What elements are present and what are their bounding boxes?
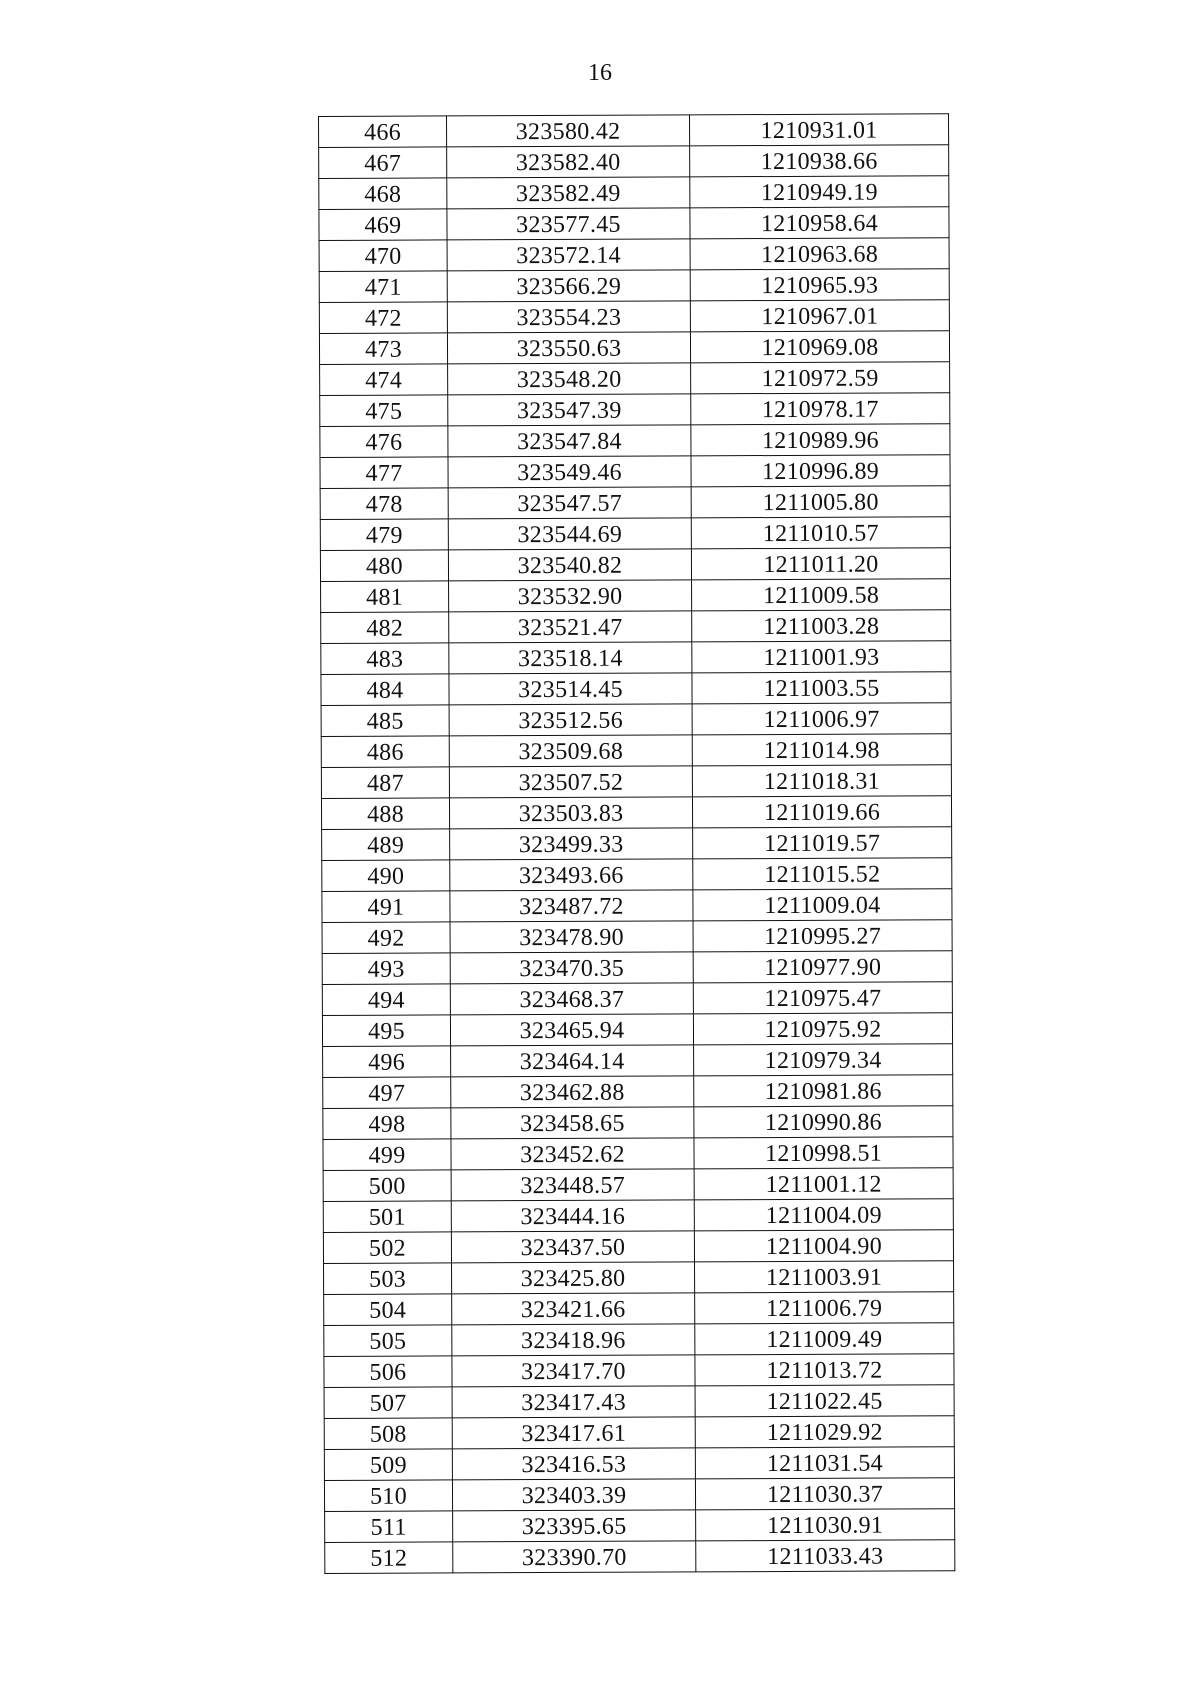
table-row (322, 889, 952, 923)
point-number-cell: 504 (324, 1294, 452, 1326)
point-number-cell: 492 (322, 922, 450, 954)
table-row (321, 672, 951, 706)
table-row (325, 1509, 955, 1543)
x-coordinate-cell: 323582.49 (447, 177, 690, 209)
point-number-cell: 466 (319, 116, 447, 148)
y-coordinate-cell: 1211003.55 (692, 672, 951, 704)
x-coordinate-cell: 323470.35 (450, 952, 693, 984)
y-coordinate-cell: 1211003.91 (695, 1261, 954, 1293)
x-coordinate-cell: 323448.57 (451, 1169, 694, 1201)
x-coordinate-cell: 323532.90 (449, 580, 692, 612)
table-row (324, 1292, 954, 1326)
y-coordinate-cell: 1211003.28 (692, 610, 951, 642)
x-coordinate-cell: 323493.66 (450, 859, 693, 891)
x-coordinate-cell: 323403.39 (452, 1479, 695, 1511)
table-row (322, 951, 952, 985)
y-coordinate-cell: 1211009.49 (695, 1323, 954, 1355)
x-coordinate-cell: 323499.33 (450, 828, 693, 860)
y-coordinate-cell: 1211010.57 (691, 517, 950, 549)
point-number-cell: 489 (322, 829, 450, 861)
point-number-cell: 501 (323, 1201, 451, 1233)
point-number-cell: 490 (322, 860, 450, 892)
point-number-cell: 507 (324, 1387, 452, 1419)
point-number-cell: 467 (319, 147, 447, 179)
x-coordinate-cell: 323417.61 (452, 1417, 695, 1449)
y-coordinate-cell: 1210990.86 (694, 1106, 953, 1138)
table-row (323, 1230, 953, 1264)
table-row (324, 1354, 954, 1388)
point-number-cell: 472 (319, 302, 447, 334)
table-row (324, 1323, 954, 1357)
table-row (321, 796, 951, 830)
y-coordinate-cell: 1211011.20 (691, 548, 950, 580)
y-coordinate-cell: 1211001.12 (694, 1168, 953, 1200)
y-coordinate-cell: 1210989.96 (691, 424, 950, 456)
x-coordinate-cell: 323540.82 (448, 549, 691, 581)
point-number-cell: 468 (319, 178, 447, 210)
y-coordinate-cell: 1211004.09 (694, 1199, 953, 1231)
point-number-cell: 477 (320, 457, 448, 489)
y-coordinate-cell: 1210965.93 (690, 269, 949, 301)
x-coordinate-cell: 323421.66 (452, 1293, 695, 1325)
point-number-cell: 484 (321, 674, 449, 706)
table-row (319, 238, 949, 272)
x-coordinate-cell: 323468.37 (450, 983, 693, 1015)
point-number-cell: 473 (319, 333, 447, 365)
point-number-cell: 486 (321, 736, 449, 768)
x-coordinate-cell: 323417.43 (452, 1386, 695, 1418)
point-number-cell: 488 (321, 798, 449, 830)
x-coordinate-cell: 323425.80 (452, 1262, 695, 1294)
point-number-cell: 478 (320, 488, 448, 520)
x-coordinate-cell: 323418.96 (452, 1324, 695, 1356)
table-row (320, 455, 950, 489)
table-row (324, 1385, 954, 1419)
y-coordinate-cell: 1211004.90 (694, 1230, 953, 1262)
y-coordinate-cell: 1210972.59 (691, 362, 950, 394)
table-row (320, 424, 950, 458)
point-number-cell: 480 (320, 550, 448, 582)
y-coordinate-cell: 1210998.51 (694, 1137, 953, 1169)
y-coordinate-cell: 1211015.52 (693, 858, 952, 890)
point-number-cell: 500 (323, 1170, 451, 1202)
y-coordinate-cell: 1211009.58 (692, 579, 951, 611)
point-number-cell: 474 (320, 364, 448, 396)
y-coordinate-cell: 1211013.72 (695, 1354, 954, 1386)
table-row (322, 920, 952, 954)
x-coordinate-cell: 323503.83 (449, 797, 692, 829)
coordinates-table-body (319, 114, 955, 1574)
point-number-cell: 469 (319, 209, 447, 241)
table-row (320, 393, 950, 427)
x-coordinate-cell: 323554.23 (447, 301, 690, 333)
y-coordinate-cell: 1210975.92 (693, 1013, 952, 1045)
table-row (319, 300, 949, 334)
y-coordinate-cell: 1210969.08 (690, 331, 949, 363)
x-coordinate-cell: 323487.72 (450, 890, 693, 922)
y-coordinate-cell: 1210931.01 (689, 114, 948, 146)
x-coordinate-cell: 323547.39 (448, 394, 691, 426)
x-coordinate-cell: 323514.45 (449, 673, 692, 705)
table-row (320, 486, 950, 520)
point-number-cell: 487 (321, 767, 449, 799)
table-row (319, 269, 949, 303)
x-coordinate-cell: 323390.70 (453, 1541, 696, 1573)
x-coordinate-cell: 323509.68 (449, 735, 692, 767)
y-coordinate-cell: 1210967.01 (690, 300, 949, 332)
point-number-cell: 509 (324, 1449, 452, 1481)
x-coordinate-cell: 323566.29 (447, 270, 690, 302)
x-coordinate-cell: 323547.84 (448, 425, 691, 457)
point-number-cell: 470 (319, 240, 447, 272)
x-coordinate-cell: 323507.52 (449, 766, 692, 798)
point-number-cell: 471 (319, 271, 447, 303)
y-coordinate-cell: 1211030.37 (695, 1478, 954, 1510)
table-row (320, 548, 950, 582)
table-row (323, 1044, 953, 1078)
y-coordinate-cell: 1211006.79 (695, 1292, 954, 1324)
table-row (321, 610, 951, 644)
y-coordinate-cell: 1210979.34 (694, 1044, 953, 1076)
point-number-cell: 497 (323, 1077, 451, 1109)
page-number: 16 (588, 60, 612, 86)
x-coordinate-cell: 323547.57 (448, 487, 691, 519)
y-coordinate-cell: 1211031.54 (695, 1447, 954, 1479)
table-row (323, 1199, 953, 1233)
table-row (323, 1137, 953, 1171)
y-coordinate-cell: 1211029.92 (695, 1416, 954, 1448)
x-coordinate-cell: 323521.47 (449, 611, 692, 643)
y-coordinate-cell: 1210977.90 (693, 951, 952, 983)
y-coordinate-cell: 1210981.86 (694, 1075, 953, 1107)
table-row (323, 1106, 953, 1140)
y-coordinate-cell: 1210996.89 (691, 455, 950, 487)
point-number-cell: 495 (322, 1015, 450, 1047)
table-row (319, 145, 949, 179)
y-coordinate-cell: 1211033.43 (696, 1540, 955, 1572)
y-coordinate-cell: 1211005.80 (691, 486, 950, 518)
table-row (324, 1478, 954, 1512)
table-row (322, 827, 952, 861)
x-coordinate-cell: 323478.90 (450, 921, 693, 953)
table-row (321, 579, 951, 613)
x-coordinate-cell: 323465.94 (450, 1014, 693, 1046)
y-coordinate-cell: 1211006.97 (692, 703, 951, 735)
x-coordinate-cell: 323416.53 (452, 1448, 695, 1480)
table-row (324, 1447, 954, 1481)
point-number-cell: 510 (324, 1480, 452, 1512)
table-row (325, 1540, 955, 1574)
x-coordinate-cell: 323580.42 (447, 115, 690, 147)
y-coordinate-cell: 1210975.47 (693, 982, 952, 1014)
table-row (323, 1075, 953, 1109)
table-row (319, 331, 949, 365)
point-number-cell: 482 (321, 612, 449, 644)
table-row (320, 517, 950, 551)
table-row (324, 1261, 954, 1295)
point-number-cell: 512 (325, 1542, 453, 1574)
coordinates-table (318, 113, 955, 1574)
point-number-cell: 506 (324, 1356, 452, 1388)
table-row (319, 176, 949, 210)
point-number-cell: 494 (322, 984, 450, 1016)
point-number-cell: 479 (320, 519, 448, 551)
y-coordinate-cell: 1210938.66 (690, 145, 949, 177)
point-number-cell: 502 (323, 1232, 451, 1264)
x-coordinate-cell: 323452.62 (451, 1138, 694, 1170)
point-number-cell: 481 (321, 581, 449, 613)
table-row (321, 641, 951, 675)
point-number-cell: 496 (323, 1046, 451, 1078)
point-number-cell: 503 (324, 1263, 452, 1295)
point-number-cell: 505 (324, 1325, 452, 1357)
table-row (323, 1168, 953, 1202)
point-number-cell: 483 (321, 643, 449, 675)
point-number-cell: 475 (320, 395, 448, 427)
x-coordinate-cell: 323512.56 (449, 704, 692, 736)
table-row (321, 703, 951, 737)
y-coordinate-cell: 1210995.27 (693, 920, 952, 952)
y-coordinate-cell: 1210978.17 (691, 393, 950, 425)
y-coordinate-cell: 1211001.93 (692, 641, 951, 673)
point-number-cell: 511 (325, 1511, 453, 1543)
point-number-cell: 491 (322, 891, 450, 923)
x-coordinate-cell: 323548.20 (448, 363, 691, 395)
y-coordinate-cell: 1211030.91 (696, 1509, 955, 1541)
x-coordinate-cell: 323544.69 (448, 518, 691, 550)
x-coordinate-cell: 323395.65 (453, 1510, 696, 1542)
table-row (322, 982, 952, 1016)
x-coordinate-cell: 323437.50 (451, 1231, 694, 1263)
table-row (324, 1416, 954, 1450)
point-number-cell: 485 (321, 705, 449, 737)
table-row (322, 858, 952, 892)
y-coordinate-cell: 1211022.45 (695, 1385, 954, 1417)
y-coordinate-cell: 1211018.31 (692, 765, 951, 797)
x-coordinate-cell: 323572.14 (447, 239, 690, 271)
y-coordinate-cell: 1210958.64 (690, 207, 949, 239)
x-coordinate-cell: 323444.16 (451, 1200, 694, 1232)
point-number-cell: 499 (323, 1139, 451, 1171)
x-coordinate-cell: 323464.14 (451, 1045, 694, 1077)
y-coordinate-cell: 1210963.68 (690, 238, 949, 270)
y-coordinate-cell: 1211019.57 (693, 827, 952, 859)
x-coordinate-cell: 323417.70 (452, 1355, 695, 1387)
table-row (319, 207, 949, 241)
x-coordinate-cell: 323458.65 (451, 1107, 694, 1139)
point-number-cell: 476 (320, 426, 448, 458)
x-coordinate-cell: 323549.46 (448, 456, 691, 488)
x-coordinate-cell: 323518.14 (449, 642, 692, 674)
y-coordinate-cell: 1210949.19 (690, 176, 949, 208)
table-row (321, 765, 951, 799)
point-number-cell: 508 (324, 1418, 452, 1450)
y-coordinate-cell: 1211009.04 (693, 889, 952, 921)
table-row (321, 734, 951, 768)
point-number-cell: 498 (323, 1108, 451, 1140)
table-row (319, 114, 949, 148)
x-coordinate-cell: 323577.45 (447, 208, 690, 240)
y-coordinate-cell: 1211019.66 (692, 796, 951, 828)
x-coordinate-cell: 323550.63 (447, 332, 690, 364)
y-coordinate-cell: 1211014.98 (692, 734, 951, 766)
table-row (322, 1013, 952, 1047)
table-row (320, 362, 950, 396)
x-coordinate-cell: 323462.88 (451, 1076, 694, 1108)
x-coordinate-cell: 323582.40 (447, 146, 690, 178)
point-number-cell: 493 (322, 953, 450, 985)
